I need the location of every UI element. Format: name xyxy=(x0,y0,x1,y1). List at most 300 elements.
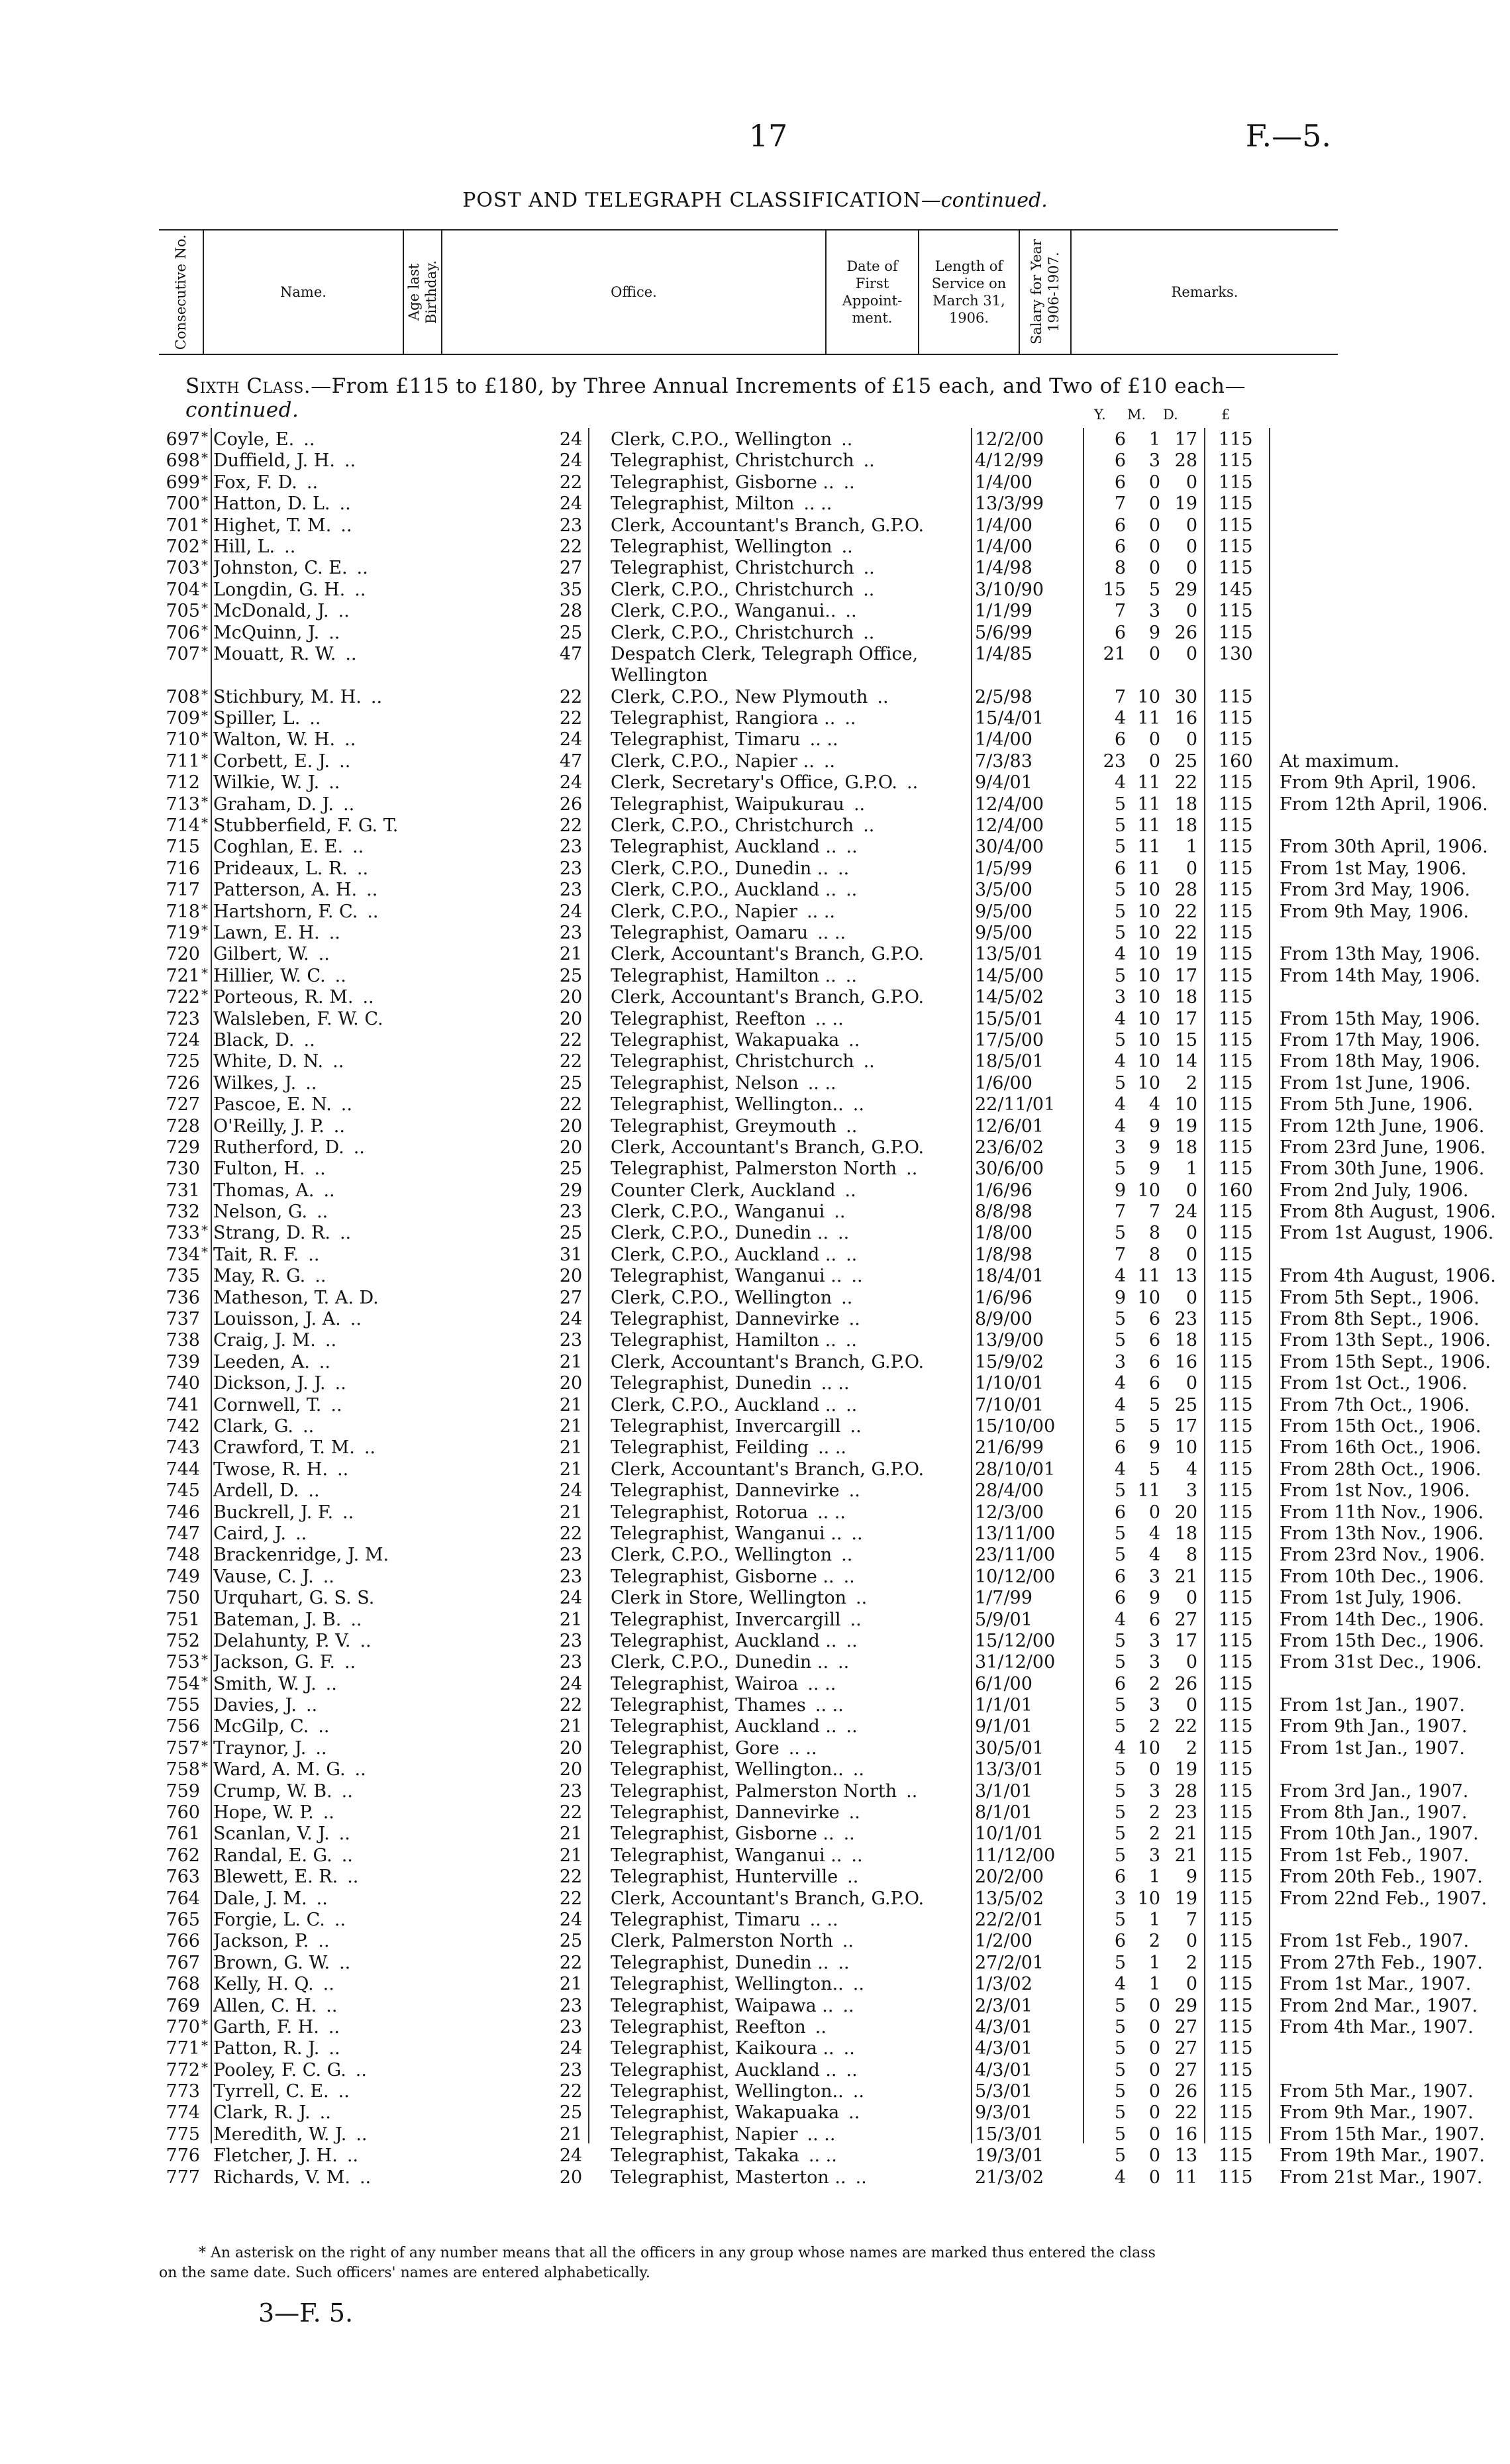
leader-dots: .. xyxy=(323,1974,334,1995)
service-years: 9 xyxy=(1114,1180,1126,1201)
officer-name: O'Reilly, J. P. .. xyxy=(213,1115,345,1137)
table-row xyxy=(154,794,1488,815)
table-row xyxy=(154,2016,1474,2038)
leader-dots: .. xyxy=(315,1266,327,1287)
consecutive-no: 705 xyxy=(166,601,200,622)
consecutive-no: 737 xyxy=(166,1309,200,1330)
office-cell: Telegraphist, Rotorua .. .. xyxy=(611,1502,846,1523)
office-cell: Telegraphist, Oamaru .. .. xyxy=(611,923,846,943)
leader-dots: .. xyxy=(848,1309,860,1330)
table-row xyxy=(154,1094,1474,1115)
age-cell: 23 xyxy=(559,515,583,536)
office-cell: Telegraphist, Timaru .. .. xyxy=(611,1909,838,1930)
service-years: 7 xyxy=(1114,601,1126,622)
salary-cell: 115 xyxy=(1219,1652,1253,1673)
officer-name: Nelson, G. .. xyxy=(213,1202,328,1223)
officer-name: Brown, G. W. .. xyxy=(213,1952,351,1973)
office-cell: Clerk, C.P.O., Wellington .. xyxy=(611,1287,853,1308)
consecutive-no: 717 xyxy=(166,880,200,901)
officer-name: Black, D. .. xyxy=(213,1029,315,1051)
service-months: 9 xyxy=(1148,1115,1160,1137)
consecutive-no: 698 xyxy=(166,450,200,472)
col-age: Age last Birthday. xyxy=(403,231,441,354)
service-months: 10 xyxy=(1137,1008,1160,1029)
appointment-date: 11/12/00 xyxy=(975,1845,1056,1866)
age-cell: 23 xyxy=(559,858,583,879)
consecutive-no: 724 xyxy=(166,1029,200,1051)
service-years: 9 xyxy=(1114,1287,1126,1308)
salary-cell: 115 xyxy=(1219,2059,1253,2080)
office-cell: Telegraphist, Reefton .. xyxy=(611,2016,827,2037)
service-years: 4 xyxy=(1114,1008,1126,1029)
service-months: 0 xyxy=(1148,472,1160,493)
officer-name: Matheson, T. A. D. xyxy=(213,1287,379,1308)
salary-cell: 115 xyxy=(1219,1737,1253,1759)
salary-cell: 145 xyxy=(1219,579,1253,600)
office-cell: Telegraphist, Christchurch .. xyxy=(611,558,875,579)
remarks-cell: From 15th Sept., 1906. xyxy=(1280,1351,1491,1372)
service-months: 2 xyxy=(1148,1673,1160,1694)
salary-cell: 115 xyxy=(1219,923,1253,943)
consecutive-no: 704 xyxy=(166,579,200,600)
consecutive-no: 755 xyxy=(166,1695,200,1716)
appointment-date: 3/5/00 xyxy=(975,880,1032,901)
asterisk-mark: * xyxy=(201,472,208,487)
age-cell: 20 xyxy=(559,1373,583,1394)
leader-dots: .. xyxy=(842,1931,854,1952)
asterisk-mark: * xyxy=(201,1652,208,1667)
age-cell: 21 xyxy=(559,1823,583,1845)
office-cell: Telegraphist, Waipawa .. .. xyxy=(611,1995,854,2016)
table-header xyxy=(159,229,1338,355)
office-cell: Telegraphist, Waipukurau .. xyxy=(611,794,866,815)
leader-dots: .. xyxy=(328,923,340,943)
age-cell: 23 xyxy=(559,1630,583,1651)
service-years: 5 xyxy=(1114,965,1126,986)
service-months: 11 xyxy=(1137,794,1160,815)
service-days: 18 xyxy=(1174,1330,1197,1351)
service-days: 28 xyxy=(1174,880,1197,901)
remarks-cell: From 1st Mar., 1907. xyxy=(1280,1974,1472,1995)
service-days: 14 xyxy=(1174,1051,1197,1072)
leader-dots: .. xyxy=(344,1652,356,1673)
service-months: 0 xyxy=(1148,558,1160,579)
salary-cell: 115 xyxy=(1219,2124,1253,2145)
appointment-date: 1/7/99 xyxy=(975,1588,1032,1609)
salary-cell: 115 xyxy=(1219,1309,1253,1330)
service-months: 2 xyxy=(1148,1931,1160,1952)
leader-dots: .. xyxy=(303,1415,315,1437)
salary-cell: 115 xyxy=(1219,1223,1253,1244)
salary-cell: 160 xyxy=(1219,1180,1253,1201)
service-years: 5 xyxy=(1114,923,1126,943)
leader-dots: .. xyxy=(339,750,351,772)
leader-dots: .. xyxy=(333,1115,345,1137)
service-years: 6 xyxy=(1114,622,1126,643)
remarks-cell: From 28th Oct., 1906. xyxy=(1280,1459,1482,1480)
service-months: 0 xyxy=(1148,2016,1160,2037)
consecutive-no: 776 xyxy=(166,2145,200,2167)
service-days: 0 xyxy=(1185,1223,1197,1244)
service-days: 2 xyxy=(1185,1737,1197,1759)
appointment-date: 1/6/96 xyxy=(975,1287,1032,1308)
leader-dots: .. .. xyxy=(821,1373,850,1394)
leader-dots: .. xyxy=(843,1566,855,1587)
asterisk-mark: * xyxy=(201,686,208,701)
consecutive-no: 746 xyxy=(166,1502,200,1523)
leader-dots: .. xyxy=(846,2059,858,2080)
service-days: 0 xyxy=(1185,1588,1197,1609)
service-months: 4 xyxy=(1148,1523,1160,1544)
table-row xyxy=(154,2081,1474,2102)
leader-dots: .. xyxy=(852,2081,864,2102)
age-cell: 23 xyxy=(559,1995,583,2016)
service-years: 5 xyxy=(1114,2038,1126,2059)
age-cell: 20 xyxy=(559,1759,583,1780)
col-office: Office. xyxy=(441,231,825,354)
leader-dots: .. xyxy=(906,1158,918,1180)
salary-cell: 115 xyxy=(1219,2145,1253,2167)
service-months: 6 xyxy=(1148,1330,1160,1351)
consecutive-no: 703 xyxy=(166,558,200,579)
officer-name: Fulton, H. .. xyxy=(213,1158,326,1180)
leader-dots: .. xyxy=(845,601,857,622)
table-row xyxy=(154,1588,1462,1609)
service-months: 4 xyxy=(1148,1545,1160,1566)
office-cell: Telegraphist, Wanganui .. .. xyxy=(611,1266,863,1287)
age-cell: 21 xyxy=(559,1415,583,1437)
remarks-cell: From 10th Jan., 1907. xyxy=(1280,1823,1479,1845)
appointment-date: 1/1/01 xyxy=(975,1695,1032,1716)
appointment-date: 8/9/00 xyxy=(975,1309,1032,1330)
leader-dots: .. xyxy=(851,1845,863,1866)
service-years: 5 xyxy=(1114,1995,1126,2016)
service-months: 4 xyxy=(1148,1094,1160,1115)
leader-dots: .. xyxy=(863,1051,875,1072)
remarks-cell: From 3rd Jan., 1907. xyxy=(1280,1780,1469,1802)
appointment-date: 1/8/00 xyxy=(975,1223,1032,1244)
office-cell: Clerk, Accountant's Branch, G.P.O. xyxy=(611,515,925,536)
table-row xyxy=(154,644,1346,687)
leader-dots: .. xyxy=(323,1802,334,1823)
leader-dots: .. xyxy=(352,837,364,858)
officer-name: Hill, L. .. xyxy=(213,536,296,557)
salary-cell: 115 xyxy=(1219,1609,1253,1630)
appointment-date: 21/3/02 xyxy=(975,2167,1044,2188)
service-days: 7 xyxy=(1185,1909,1197,1930)
age-cell: 23 xyxy=(559,1545,583,1566)
service-days: 9 xyxy=(1185,1867,1197,1888)
age-cell: 25 xyxy=(559,1223,583,1244)
table-row xyxy=(154,858,1467,880)
office-cell: Telegraphist, Wellington.. .. xyxy=(611,1974,864,1995)
salary-cell: 115 xyxy=(1219,1437,1253,1459)
unit-pounds: £ xyxy=(1221,407,1231,423)
table-row xyxy=(154,1115,1485,1137)
officer-name: Fox, F. D. .. xyxy=(213,472,319,493)
service-days: 18 xyxy=(1174,1523,1197,1544)
age-cell: 22 xyxy=(559,1952,583,1973)
service-months: 10 xyxy=(1137,901,1160,922)
table-row xyxy=(154,1823,1479,1845)
asterisk-mark: * xyxy=(201,1759,208,1774)
consecutive-no: 752 xyxy=(166,1630,200,1651)
appointment-date: 22/2/01 xyxy=(975,1909,1044,1930)
officer-name: Mouatt, R. W. .. xyxy=(213,643,357,664)
remarks-cell: From 1st May, 1906. xyxy=(1280,858,1467,879)
appointment-date: 1/4/00 xyxy=(975,472,1032,493)
leader-dots: .. xyxy=(834,1202,846,1223)
consecutive-no: 763 xyxy=(166,1867,200,1888)
consecutive-no: 729 xyxy=(166,1137,200,1158)
officer-name: Stubberfield, F. G. T. xyxy=(213,815,399,837)
officer-name: Randal, E. G. .. xyxy=(213,1845,353,1866)
service-months: 1 xyxy=(1148,1952,1160,1973)
officer-name: Hartshorn, F. C. .. xyxy=(213,901,379,922)
leader-dots: .. xyxy=(328,2016,340,2037)
service-days: 29 xyxy=(1174,1995,1197,2016)
age-cell: 23 xyxy=(559,1652,583,1673)
age-cell: 24 xyxy=(559,1673,583,1694)
office-cell: Telegraphist, Dannevirke .. xyxy=(611,1802,860,1823)
table-row xyxy=(154,1480,1470,1502)
remarks-cell: From 20th Feb., 1907. xyxy=(1280,1867,1483,1888)
leader-dots: .. xyxy=(308,1244,320,1265)
age-cell: 47 xyxy=(559,750,583,772)
service-months: 7 xyxy=(1148,1202,1160,1223)
leader-dots: .. xyxy=(846,1394,858,1415)
leader-dots: .. xyxy=(347,1867,359,1888)
leader-dots: .. .. xyxy=(817,1502,846,1523)
leader-dots: .. xyxy=(850,1415,862,1437)
asterisk-mark: * xyxy=(201,729,208,744)
leader-dots: .. xyxy=(325,1673,337,1694)
service-days: 23 xyxy=(1174,1309,1197,1330)
table-row xyxy=(154,1952,1483,1974)
leader-dots: .. xyxy=(330,1394,342,1415)
office-cell: Clerk, Accountant's Branch, G.P.O. xyxy=(611,1888,925,1909)
service-years: 5 xyxy=(1114,1480,1126,1502)
age-cell: 24 xyxy=(559,772,583,794)
service-months: 5 xyxy=(1148,579,1160,600)
remarks-cell: From 9th May, 1906. xyxy=(1280,901,1469,922)
appointment-date: 12/6/01 xyxy=(975,1115,1044,1137)
consecutive-no: 701 xyxy=(166,515,200,536)
service-years: 5 xyxy=(1114,2145,1126,2167)
appointment-date: 1/8/98 xyxy=(975,1244,1032,1265)
service-years: 5 xyxy=(1114,1330,1126,1351)
leader-dots: .. xyxy=(844,708,856,729)
remarks-cell: From 10th Dec., 1906. xyxy=(1280,1566,1485,1587)
appointment-date: 14/5/02 xyxy=(975,987,1044,1008)
service-months: 3 xyxy=(1148,1845,1160,1866)
service-years: 5 xyxy=(1114,1695,1126,1716)
asterisk-mark: * xyxy=(201,2059,208,2075)
asterisk-mark: * xyxy=(201,1737,208,1753)
asterisk-mark: * xyxy=(201,558,208,573)
leader-dots: .. xyxy=(815,2016,827,2037)
officer-name: Ardell, D. .. xyxy=(213,1480,320,1502)
leader-dots: .. xyxy=(846,1630,858,1651)
leader-dots: .. xyxy=(319,2102,331,2124)
remarks-cell: From 31st Dec., 1906. xyxy=(1280,1652,1482,1673)
service-months: 0 xyxy=(1148,2167,1160,2188)
consecutive-no: 719 xyxy=(166,923,200,943)
service-months: 1 xyxy=(1148,1974,1160,1995)
service-days: 16 xyxy=(1174,2124,1197,2145)
service-years: 5 xyxy=(1114,1523,1126,1544)
leader-dots: .. .. xyxy=(807,901,836,922)
salary-cell: 115 xyxy=(1219,987,1253,1008)
table-row xyxy=(154,1008,1481,1030)
officer-name: Dale, J. M. .. xyxy=(213,1888,328,1909)
appointment-date: 22/11/01 xyxy=(975,1094,1056,1115)
consecutive-no: 757 xyxy=(166,1737,200,1759)
age-cell: 24 xyxy=(559,729,583,750)
asterisk-mark: * xyxy=(201,536,208,551)
consecutive-no: 731 xyxy=(166,1180,200,1201)
salary-cell: 115 xyxy=(1219,515,1253,536)
asterisk-mark: * xyxy=(201,923,208,937)
service-months: 0 xyxy=(1148,750,1160,772)
leader-dots: .. xyxy=(334,965,346,986)
remarks-cell: From 16th Oct., 1906. xyxy=(1280,1437,1482,1459)
officer-name: Clark, R. J. .. xyxy=(213,2102,331,2124)
leader-dots: .. xyxy=(344,729,356,750)
service-months: 3 xyxy=(1148,1630,1160,1651)
appointment-date: 23/11/00 xyxy=(975,1545,1056,1566)
consecutive-no: 718 xyxy=(166,901,200,922)
service-days: 10 xyxy=(1174,1094,1197,1115)
office-cell: Telegraphist, Dunedin .. .. xyxy=(611,1952,850,1973)
leader-dots: .. xyxy=(323,1180,335,1201)
remarks-cell: From 23rd June, 1906. xyxy=(1280,1137,1486,1158)
salary-cell: 115 xyxy=(1219,1502,1253,1523)
leader-dots: .. xyxy=(350,1609,362,1630)
remarks-cell: From 2nd July, 1906. xyxy=(1280,1180,1469,1201)
remarks-cell: From 21st Mar., 1907. xyxy=(1280,2167,1483,2188)
salary-cell: 115 xyxy=(1219,2102,1253,2124)
leader-dots: .. xyxy=(863,622,875,643)
remarks-cell: From 15th Dec., 1906. xyxy=(1280,1630,1485,1651)
officer-name: Twose, R. H. .. xyxy=(213,1459,349,1480)
leader-dots: .. xyxy=(326,1995,338,2016)
appointment-date: 1/4/85 xyxy=(975,643,1032,664)
consecutive-no: 714 xyxy=(166,815,200,837)
consecutive-no: 740 xyxy=(166,1373,200,1394)
remarks-cell: From 15th Mar., 1907. xyxy=(1280,2124,1485,2145)
leader-dots: .. xyxy=(848,1029,860,1051)
age-cell: 24 xyxy=(559,1909,583,1930)
office-cell: Clerk, C.P.O., Christchurch .. xyxy=(611,815,875,837)
officer-name: Gilbert, W. .. xyxy=(213,944,330,965)
service-days: 13 xyxy=(1174,2145,1197,2167)
leader-dots: .. xyxy=(318,1931,330,1952)
service-months: 0 xyxy=(1148,536,1160,557)
consecutive-no: 716 xyxy=(166,858,200,879)
service-years: 5 xyxy=(1114,1759,1126,1780)
table-row xyxy=(154,580,1346,601)
table-row xyxy=(154,1245,1346,1266)
asterisk-mark: * xyxy=(201,965,208,980)
remarks-cell: From 1st August, 1906. xyxy=(1280,1223,1494,1244)
remarks-cell: From 8th August, 1906. xyxy=(1280,1202,1496,1223)
table-row xyxy=(154,1394,1470,1416)
office-cell: Clerk, Secretary's Office, G.P.O. .. xyxy=(611,772,919,794)
table-row xyxy=(154,1502,1484,1523)
salary-cell: 115 xyxy=(1219,493,1253,515)
appointment-date: 1/4/00 xyxy=(975,515,1032,536)
table-row xyxy=(154,729,1346,750)
class-continued: —continued. xyxy=(185,374,1246,422)
appointment-date: 30/5/01 xyxy=(975,1737,1044,1759)
leader-dots: .. xyxy=(284,536,296,557)
salary-cell: 115 xyxy=(1219,772,1253,794)
table-row xyxy=(154,1888,1487,1910)
leader-dots: .. .. xyxy=(809,729,838,750)
leader-dots: .. xyxy=(846,837,858,858)
appointment-date: 21/6/99 xyxy=(975,1437,1044,1459)
service-days: 28 xyxy=(1174,1780,1197,1802)
service-years: 4 xyxy=(1114,1094,1126,1115)
leader-dots: .. xyxy=(370,686,383,707)
appointment-date: 28/4/00 xyxy=(975,1480,1044,1502)
officer-name: Garth, F. H. .. xyxy=(213,2016,340,2037)
asterisk-mark: * xyxy=(201,1244,208,1259)
service-days: 21 xyxy=(1174,1566,1197,1587)
leader-dots: .. xyxy=(309,708,321,729)
office-cell: Telegraphist, Invercargill .. xyxy=(611,1415,862,1437)
office-cell: Telegraphist, Wakapuaka .. xyxy=(611,1029,860,1051)
officer-name: Thomas, A. .. xyxy=(213,1180,335,1201)
leader-dots: .. xyxy=(306,472,319,493)
service-months: 11 xyxy=(1137,708,1160,729)
salary-cell: 115 xyxy=(1219,1974,1253,1995)
salary-cell: 115 xyxy=(1219,1952,1253,1973)
office-cell: Clerk, C.P.O., Dunedin .. .. xyxy=(611,1223,850,1244)
title-continued: —continued. xyxy=(921,189,1048,212)
consecutive-no: 713 xyxy=(166,794,200,815)
office-cell: Telegraphist, Masterton .. .. xyxy=(611,2167,867,2188)
leader-dots: .. xyxy=(838,1652,850,1673)
salary-cell: 115 xyxy=(1219,1588,1253,1609)
appointment-date: 10/1/01 xyxy=(975,1823,1044,1845)
age-cell: 24 xyxy=(559,450,583,472)
service-years: 3 xyxy=(1114,1351,1126,1372)
footnote: * An asterisk on the right of any number means that all the officers in any group whose names are marked thus entered the class xyxy=(199,2245,1156,2261)
age-cell: 21 xyxy=(559,1974,583,1995)
service-days: 19 xyxy=(1174,1888,1197,1909)
consecutive-no: 711 xyxy=(166,750,200,772)
leader-dots: .. xyxy=(851,1266,863,1287)
officer-name: Tyrrell, C. E. .. xyxy=(213,2081,350,2102)
appointment-date: 28/10/01 xyxy=(975,1459,1056,1480)
leader-dots: .. xyxy=(846,880,858,901)
consecutive-no: 760 xyxy=(166,1802,200,1823)
service-days: 30 xyxy=(1174,686,1197,707)
officer-name: Graham, D. J. .. xyxy=(213,794,355,815)
leader-dots: .. .. xyxy=(807,2124,836,2145)
office-cell: Telegraphist, Palmerston North .. xyxy=(611,1158,918,1180)
service-days: 0 xyxy=(1185,1974,1197,1995)
table-row xyxy=(154,1545,1485,1566)
officer-name: Craig, J. M. .. xyxy=(213,1330,337,1351)
appointment-date: 13/3/99 xyxy=(975,493,1044,515)
table-row xyxy=(154,1759,1346,1780)
consecutive-no: 769 xyxy=(166,1995,200,2016)
leader-dots: .. xyxy=(841,1287,853,1308)
officer-name: Hope, W. P. .. xyxy=(213,1802,334,1823)
